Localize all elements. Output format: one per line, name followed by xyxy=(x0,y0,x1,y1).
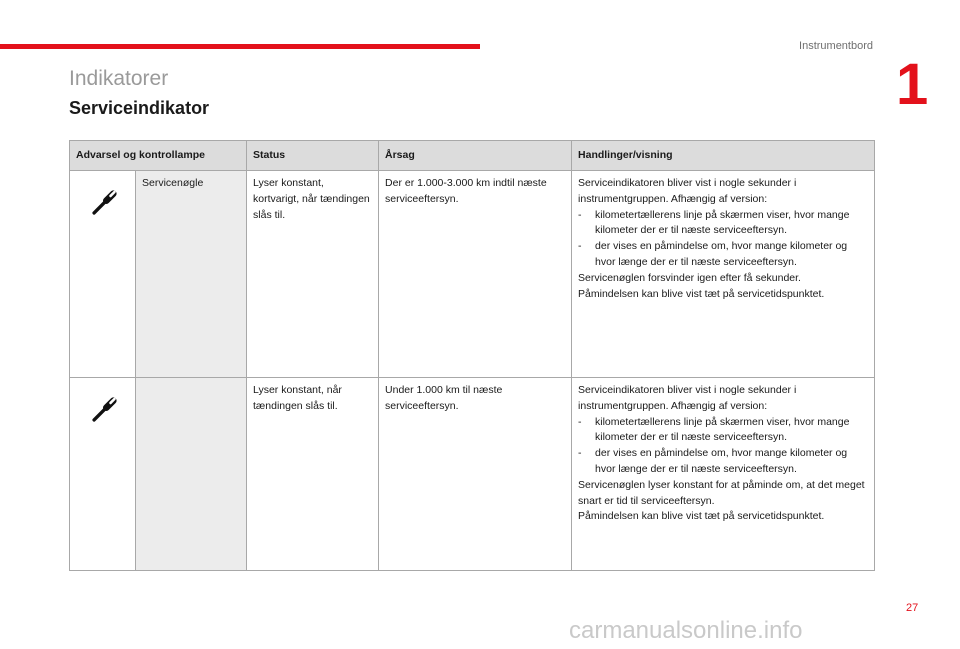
header-status: Status xyxy=(247,141,379,171)
name-cell xyxy=(136,378,247,571)
bullet-item: - kilometertællerens linje på skærmen viser, hvor mange kilometer der er til næste serviceeftersyn. xyxy=(578,208,850,237)
icon-cell xyxy=(70,171,136,378)
chapter-number: 1 xyxy=(896,52,929,117)
header-warning: Advarsel og kontrollampe xyxy=(70,141,247,171)
cause-cell: Der er 1.000-3.000 km indtil næste serviceeftersyn. xyxy=(379,171,572,378)
section-name: Instrumentbord xyxy=(799,40,873,52)
wrench-icon xyxy=(88,189,118,219)
status-cell: Lyser konstant, kortvarigt, når tændingen slås til. xyxy=(247,171,379,378)
action-outro: Påmindelsen kan blive vist tæt på servicetidspunktet. xyxy=(578,510,825,523)
header-cause: Årsag xyxy=(379,141,572,171)
cause-cell: Under 1.000 km til næste serviceeftersyn. xyxy=(379,378,572,571)
action-cell xyxy=(572,378,875,571)
page-number: 27 xyxy=(906,602,919,614)
bullet-item: - der vises en påmindelse om, hvor mange kilometer og hvor længe der er til næste serviceeftersyn. xyxy=(578,447,848,475)
header-action: Handlinger/visning xyxy=(572,141,875,171)
action-intro: Serviceindikatoren bliver vist i nogle sekunder i instrumentgruppen. Afhængig af version: xyxy=(578,384,797,412)
header-accent-bar xyxy=(0,44,480,49)
wrench-icon xyxy=(88,396,118,426)
action-outro: Påmindelsen kan blive vist tæt på servicetidspunktet. xyxy=(578,287,825,300)
action-cell xyxy=(572,171,875,378)
action-outro: Servicenøglen forsvinder igen efter få sekunder. xyxy=(578,271,801,284)
icon-cell xyxy=(70,378,136,571)
status-cell: Lyser konstant, når tændingen slås til. xyxy=(247,378,379,571)
table-header-row xyxy=(70,141,875,171)
watermark: carmanualsonline.info xyxy=(569,617,803,644)
bullet-item: - der vises en påmindelse om, hvor mange kilometer og hvor længe der er til næste serviceeftersyn. xyxy=(578,240,848,268)
name-cell: Servicenøgle xyxy=(136,171,247,378)
page-subtitle: Serviceindikator xyxy=(69,98,210,118)
indicator-table xyxy=(69,140,875,571)
action-intro: Serviceindikatoren bliver vist i nogle sekunder i instrumentgruppen. Afhængig af version: xyxy=(578,177,797,205)
bullet-item: - kilometertællerens linje på skærmen viser, hvor mange kilometer der er til næste serviceeftersyn. xyxy=(578,415,850,444)
table-row xyxy=(70,378,875,571)
page-title: Indikatorer xyxy=(69,67,169,90)
action-outro: Servicenøglen lyser konstant for at påminde om, at det meget snart er tid til serviceeftersyn. xyxy=(578,478,865,507)
table-row xyxy=(70,171,875,378)
